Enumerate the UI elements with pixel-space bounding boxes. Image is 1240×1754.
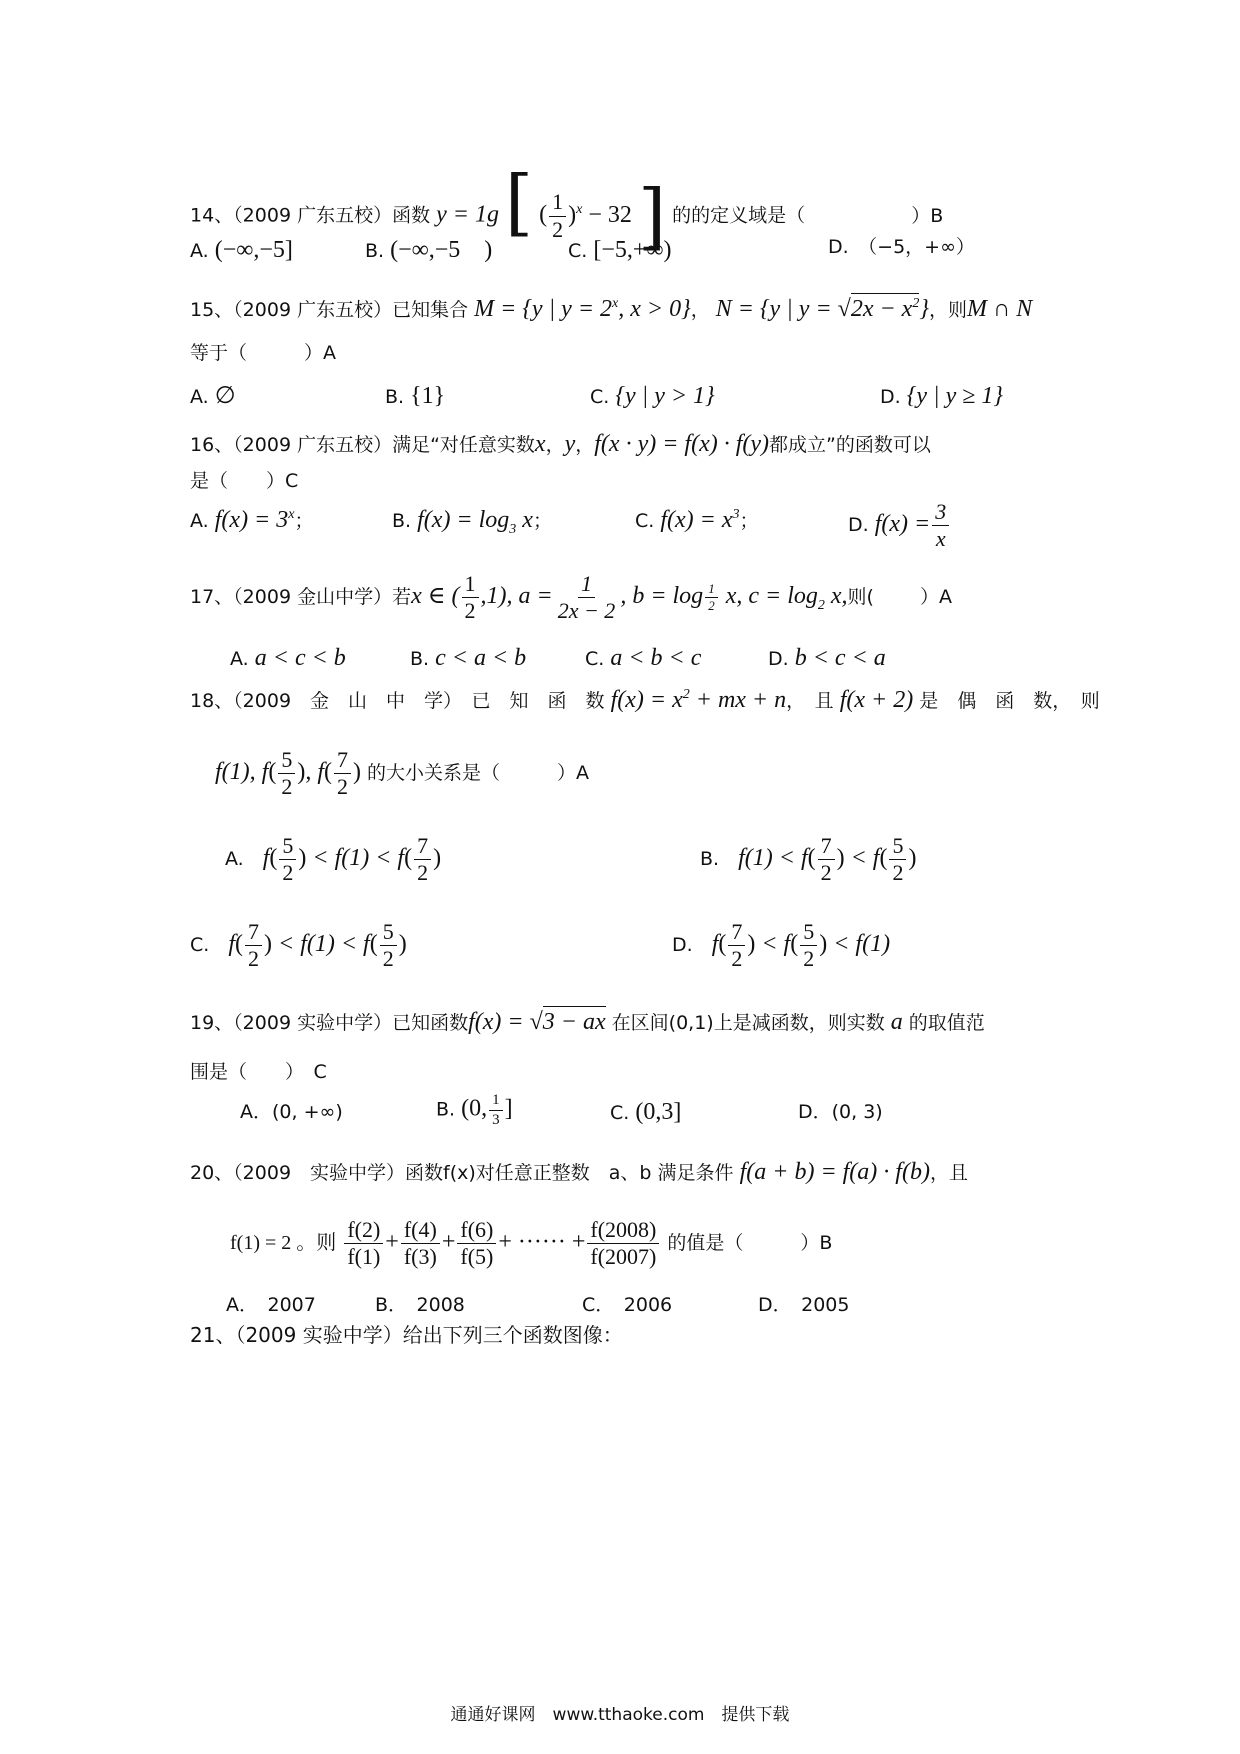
- q19-option-c: C. (0,3]: [610, 1099, 682, 1125]
- q16-option-d: D. f(x) = $\frac{3}{x}$: [848, 500, 951, 551]
- q15-stem: [190, 297, 1032, 321]
- q14-inner: (: [539, 201, 548, 228]
- q14-answer: ）B: [911, 204, 944, 227]
- q18-option-b: B. f(1) < f( $\frac{7}{2}$ ) < f( $\frac{5}{2}$ ): [700, 833, 917, 886]
- q20-option-c: C． 2006: [582, 1294, 673, 1316]
- q18-line2: f(1), f( $\frac{5}{2}$ ), f( $\frac{7}{2}$ ) 的大小关系是（ ）A: [215, 747, 590, 800]
- q20-stem: 20、（2009 实验中学）函数f(x)对任意正整数 a、b 满足条件 f(a + b) = f(a) · f(b)，且: [190, 1159, 968, 1185]
- q16-option-b: B. $f(x) = \log_3 x$；: [392, 507, 552, 537]
- q19-option-d: D．(0, 3): [798, 1101, 883, 1123]
- q15-set-m: M = {y | $y = 2^x$, x > 0}: [474, 296, 691, 322]
- q20-option-b: B． 2008: [375, 1294, 465, 1316]
- q15-tail: ，则: [928, 299, 967, 321]
- q14-half: $\frac{1}{2}$: [549, 190, 566, 241]
- q20-option-d: D． 2005: [758, 1294, 850, 1316]
- q14-function: y = 1g: [436, 201, 499, 228]
- q14-option-d: D. （−5，+∞）: [828, 236, 975, 258]
- q15-sep: ，: [690, 299, 710, 321]
- q15-line2: 等于（ ）A: [190, 342, 336, 364]
- q17-stem: 17、（2009 金山中学）若x ∈ ( $\frac{1}{2}$ ,1), a = $\frac{1}{2x - 2}$ , b = log $\frac{1}{2}$ x, $c = \log_2 x$,则( ）A: [190, 571, 952, 624]
- q18-stem: 18、（2009 金 山 中 学） 已 知 函 数 $f(x) = x^2$ + mx + n， 且 f(x + 2) 是 偶 函 数， 则: [190, 687, 1100, 713]
- q14-bracket-right: ]: [637, 174, 667, 258]
- q14-option-c: C. [−5,+∞): [568, 237, 672, 263]
- q16-option-c: C. $f(x) = x^3$；: [635, 507, 759, 533]
- q17-option-c: C. a < b < c: [585, 645, 702, 671]
- q16-line1: 16、（2009 广东五校）满足“对任意实数x，y，f(x · y) = f(x) · f(y)都成立”的函数可以: [190, 431, 931, 457]
- q16-option-a: A. $f(x) = 3^x$；: [190, 507, 314, 533]
- q15-option-b: B. {1}: [385, 383, 446, 409]
- q14-option-b: B. (−∞,−5 ): [365, 237, 493, 263]
- q14-option-a: A. (−∞,−5]: [190, 237, 293, 263]
- q15-option-a: A. ∅: [190, 383, 236, 409]
- q14-inner-b: )$^x$ − 32: [568, 201, 632, 228]
- q15-option-c: C. {y | y > 1}: [590, 383, 715, 409]
- q20-option-a: A． 2007: [226, 1294, 316, 1316]
- q15-option-d: D. {y | y ≥ 1}: [880, 383, 1003, 409]
- q17-option-a: A. a < c < b: [230, 645, 346, 671]
- q19-line2: 围是（ ） C: [190, 1061, 327, 1083]
- q19-option-a: A．(0, +∞): [240, 1101, 343, 1123]
- q16-line2: 是（ ）C: [190, 470, 299, 492]
- q20-line2: f(1) = 2 。则 $\frac{f(2)}{f(1)}$ + $\frac{f(4)}{f(3)}$ + $\frac{f(6)}{f(5)}$ + ······ + $\frac{f(2008)}{f(2007)}$ 的值是（ ）B: [230, 1217, 833, 1270]
- q14-bracket-left: [: [505, 160, 534, 244]
- q18-option-d: D. f( $\frac{7}{2}$ ) < f( $\frac{5}{2}$ ) < f(1): [672, 919, 891, 972]
- q19-option-b: B. (0, $\frac{1}{3}$ ]: [436, 1092, 513, 1128]
- q18-option-a: A. f( $\frac{5}{2}$ ) < f(1) < f( $\frac{7}{2}$ ): [225, 833, 442, 886]
- q15-intersect: M ∩ N: [966, 296, 1033, 322]
- q21-text: 21、（2009 实验中学）给出下列三个函数图像：: [190, 1323, 623, 1347]
- q18-option-c: C. f( $\frac{7}{2}$ ) < f(1) < f( $\frac{5}{2}$ ): [190, 919, 407, 972]
- q19-stem: 19、（2009 实验中学）已知函数f(x) = √3 − ax 在区间(0,1)上是减函数，则实数 a 的取值范: [190, 1010, 985, 1034]
- q17-option-d: D. b < c < a: [768, 645, 886, 671]
- footer-source: 通通好课网 www.tthaoke.com 提供下载: [450, 1705, 790, 1725]
- q17-option-b: B. c < a < b: [410, 645, 527, 671]
- q15-stem-text: 15、（2009 广东五校）已知集合: [190, 299, 469, 321]
- q15-set-n: N = {y | $y = √2x - x^2$}: [716, 293, 929, 322]
- q14-tail: 的的定义域是（: [672, 204, 806, 227]
- q14-stem-text: 14、（2009 广东五校）函数: [190, 204, 431, 227]
